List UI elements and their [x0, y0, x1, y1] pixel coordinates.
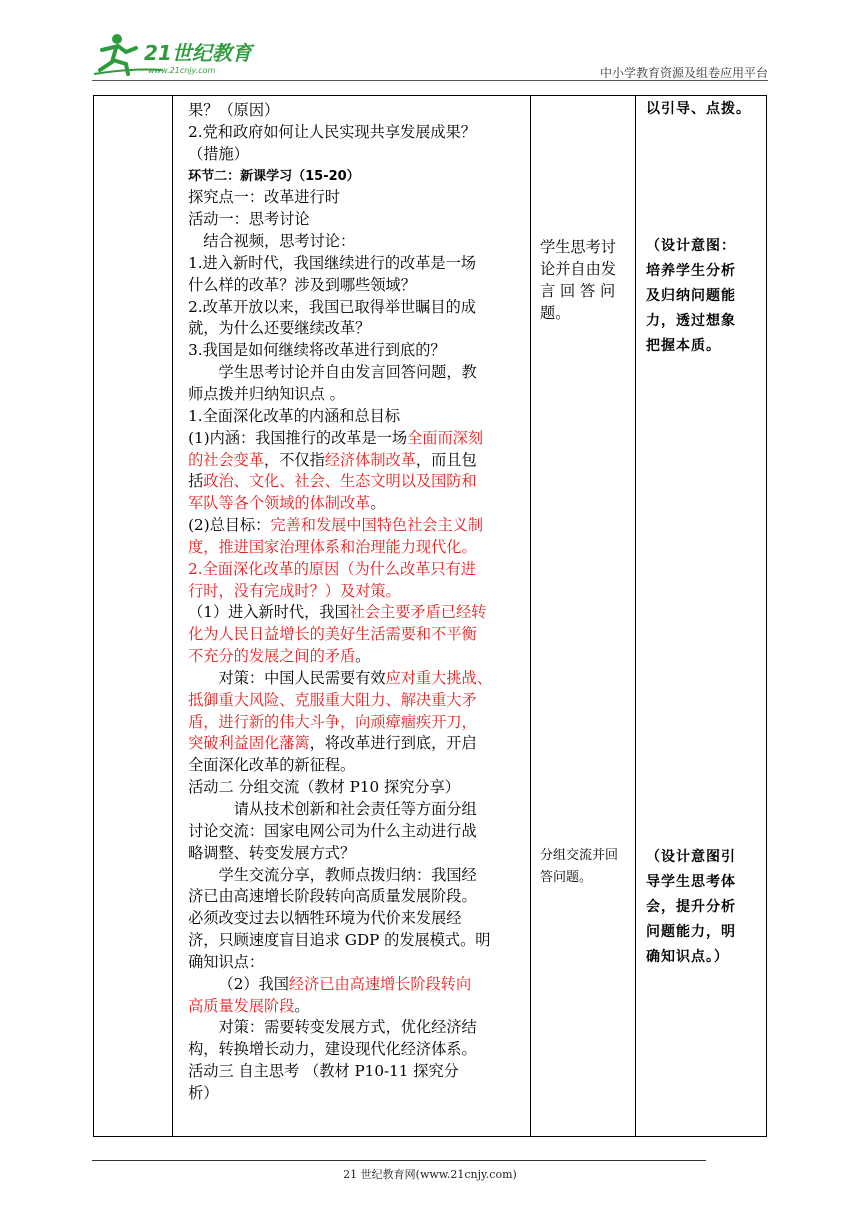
student-activity-line: 论并自由发 — [540, 260, 616, 278]
content-line: 2.改革开放以来，我国已取得举世瞩目的成 — [188, 297, 476, 316]
stage-cell — [94, 96, 173, 1137]
content-line: 活动一：思考讨论 — [188, 210, 310, 229]
highlight-text: 完善和发展中国特色社会主义制 — [270, 516, 483, 535]
content-text: 括 — [188, 472, 204, 491]
content-line: 就，为什么还要继续改革？ — [188, 319, 371, 338]
design-intent-line: 力，透过想象 — [646, 313, 736, 329]
design-intent-line: 会，提升分析 — [646, 899, 736, 915]
site-logo — [92, 30, 272, 78]
content-line: 1.全面深化改革的内涵和总目标 — [188, 406, 401, 425]
teaching-content — [173, 96, 530, 1105]
header-divider — [92, 80, 768, 81]
content-line — [188, 712, 522, 734]
highlight-text: 化为人民日益增长的美好生活需要和不平衡 — [188, 625, 477, 644]
design-intent-line: 导学生思考体 — [646, 874, 736, 890]
content-line — [188, 428, 522, 450]
teaching-content-cell — [173, 96, 531, 1137]
content-line: 对策：需要转变发展方式，优化经济结 — [218, 1018, 477, 1037]
design-intent-line: （设计意图引 — [646, 849, 736, 865]
content-line: 讨论交流：国家电网公司为什么主动进行战 — [188, 821, 477, 840]
content-line: 学生思考讨论并自由发言回答问题，教 — [218, 363, 477, 382]
content-line: 济，只顾速度盲目追求 GDP 的发展模式。明 — [188, 931, 491, 950]
content-line — [188, 559, 522, 581]
content-line: （措施） — [188, 144, 249, 163]
content-line: 全面深化改革的新征程。 — [188, 756, 356, 775]
content-line: 师点拨并归纳知识点 。 — [188, 384, 345, 403]
footer-divider — [92, 1160, 706, 1161]
content-line: 什么样的改革？涉及到哪些领域？ — [188, 275, 416, 294]
content-line — [188, 690, 522, 712]
content-line — [188, 624, 522, 646]
content-text: 对策：中国人民需要有效 — [218, 668, 386, 687]
highlight-text: 军队等各个领域的体制改革 — [188, 494, 371, 513]
page-header — [92, 30, 768, 80]
svg-text:21世纪教育: 21世纪教育 — [144, 41, 252, 65]
student-activity-1 — [540, 236, 616, 324]
footer-text: 21 世纪教育网(www.21cnjy.com) — [343, 1168, 517, 1181]
content-line: 果？（原因） — [188, 101, 280, 119]
highlight-text: 度，推进国家治理体系和治理能力现代化。 — [188, 537, 477, 556]
content-line — [188, 996, 522, 1018]
highlight-text: 政治、文化、社会、生态文明以及国防和 — [203, 472, 477, 491]
content-line — [188, 602, 522, 624]
content-text: (1)内涵：我国推行的改革是一场 — [188, 428, 408, 447]
highlight-text: 社会主要矛盾已经转 — [349, 603, 487, 622]
content-text: ，不仅指 — [264, 450, 325, 469]
highlight-text: 全面而深刻 — [407, 428, 483, 447]
highlight-text: 不充分的发展之间的矛盾 — [188, 647, 356, 666]
highlight-text: 行时，没有完成时？）及对策。 — [188, 581, 401, 600]
content-line — [188, 668, 522, 690]
design-intent-0: 以引导、点拨。 — [646, 101, 751, 117]
design-intent-line: 把握本质。 — [646, 338, 721, 354]
content-line: 学生交流分享，教师点拨归纳：我国经 — [218, 865, 477, 884]
design-intent-1 — [646, 234, 736, 359]
content-text: 。 — [370, 494, 386, 513]
content-line — [188, 733, 522, 755]
content-line — [188, 537, 522, 559]
design-intent-line: 培养学生分析 — [646, 263, 736, 279]
highlight-text: 应对重大挑战、 — [385, 668, 492, 687]
content-line — [188, 515, 522, 537]
content-text: ，而且包 — [415, 450, 477, 469]
content-line: 结合视频，思考讨论： — [203, 232, 356, 251]
content-line — [188, 646, 522, 668]
content-line: 析） — [188, 1083, 219, 1102]
content-line: 探究点一：改革进行时 — [188, 188, 340, 207]
content-line: 确知识点： — [188, 952, 265, 971]
design-intent-line: 问题能力，明 — [646, 924, 736, 940]
design-intent-line: （设计意图： — [646, 238, 736, 254]
design-intent-line: 确知识点。） — [646, 949, 729, 965]
student-activity-line: 学生思考讨 — [540, 238, 616, 256]
svg-text:www.21cnjy.com: www.21cnjy.com — [148, 66, 216, 75]
content-line: 活动二 分组交流（教材 P10 探究分享） — [188, 778, 460, 797]
student-activity-2 — [540, 845, 618, 889]
content-line — [188, 493, 522, 515]
student-activity-line: 分组交流并回 — [540, 848, 619, 863]
student-activity-line: 答问题。 — [540, 870, 593, 885]
content-line: 必须改变过去以牺牲环境为代价来发展经 — [188, 909, 462, 928]
student-activity-line: 题。 — [540, 304, 571, 322]
content-line — [188, 974, 522, 996]
content-line — [188, 471, 522, 493]
highlight-text: 的社会变革 — [188, 450, 265, 469]
design-intent-line: 及归纳问题能 — [646, 288, 736, 304]
content-text: (2)总目标： — [188, 516, 271, 535]
platform-name: 中小学教育资源及组卷应用平台 — [599, 66, 768, 80]
content-line: 济已由高速增长阶段转向高质量发展阶段。 — [188, 887, 477, 906]
content-line: 请从技术创新和社会责任等方面分组 — [233, 800, 477, 818]
content-text: 。 — [294, 996, 310, 1015]
highlight-text: 突破利益固化藩篱 — [188, 734, 310, 753]
design-intent-2 — [646, 845, 736, 970]
content-line: 略调整、转变发展方式？ — [188, 843, 356, 862]
content-text: （2）我国 — [218, 974, 289, 993]
highlight-text: 盾，进行新的伟大斗争，向顽瘴痼疾开刀， — [188, 712, 477, 731]
content-line — [188, 581, 522, 603]
highlight-text: 2.全面深化改革的原因（为什么改革只有进 — [188, 559, 476, 578]
content-line: 环节二：新课学习（15-20） — [188, 168, 360, 184]
content-text: 。 — [355, 647, 371, 666]
student-activity-line: 言 回 答 问 — [540, 282, 616, 300]
content-text: （1）进入新时代，我国 — [188, 603, 350, 622]
content-line: 构，转换增长动力，建设现代化经济体系。 — [188, 1040, 477, 1059]
highlight-text: 高质量发展阶段 — [188, 996, 295, 1015]
highlight-text: 经济已由高速增长阶段转向 — [288, 974, 472, 993]
content-text: ，将改革进行到底，开启 — [309, 734, 477, 753]
highlight-text: 抵御重大风险、克服重大阻力、解决重大矛 — [188, 690, 477, 709]
highlight-text: 经济体制改革 — [324, 450, 416, 469]
content-line: 3.我国是如何继续将改革进行到底的？ — [188, 341, 446, 360]
content-line — [188, 450, 522, 472]
content-line: 2.党和政府如何让人民实现共享发展成果？ — [188, 122, 476, 141]
content-line: 活动三 自主思考 （教材 P10-11 探究分 — [188, 1062, 459, 1081]
content-line: 1.进入新时代，我国继续进行的改革是一场 — [188, 253, 476, 272]
